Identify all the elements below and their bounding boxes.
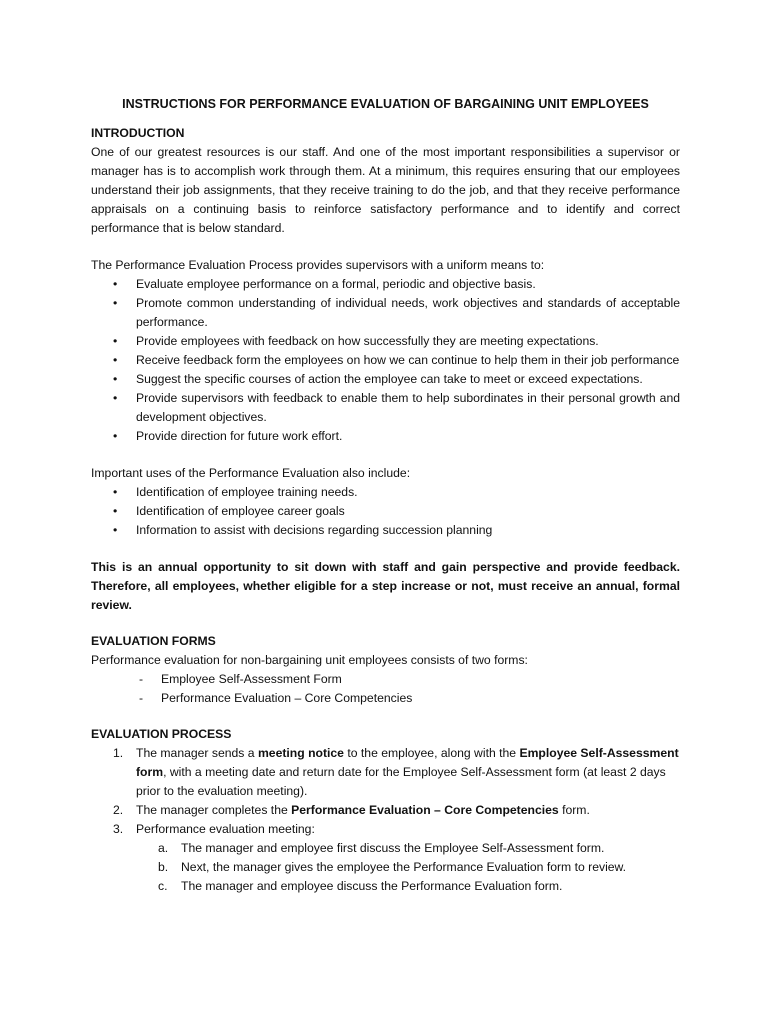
dash-icon: - [139, 691, 144, 705]
list-item: • Provide employees with feedback on how successfully they are meeting expectations. [91, 332, 680, 351]
document-title: INSTRUCTIONS FOR PERFORMANCE EVALUATION OF BARGAINING UNIT EMPLOYEES [122, 97, 649, 111]
list-item: a. The manager and employee first discuss the Employee Self-Assessment form. [158, 841, 605, 855]
bullet-icon: • [113, 504, 118, 518]
list-item: • Identification of employee career goals [91, 502, 680, 521]
list-item: b. Next, the manager gives the employee the Performance Evaluation form to review. [158, 860, 627, 874]
bullet-icon: • [113, 391, 118, 405]
evaluation-forms-heading: EVALUATION FORMS [91, 634, 216, 648]
list-item: c. The manager and employee discuss the Performance Evaluation form. [158, 879, 563, 893]
process-step-3: 3. Performance evaluation meeting: a. The manager and employee first discuss the Employee Self-Assessment form. b. Next, the manager gives the employee the Performance Evaluation form to review. c. The manager and employee discuss the Performance Evaluation form. [91, 820, 680, 896]
list-item: • Evaluate employee performance on a formal, periodic and objective basis. [91, 275, 680, 294]
list-item: • Provide direction for future work effort. [91, 427, 680, 446]
bullet-icon: • [113, 296, 118, 310]
introduction-heading: INTRODUCTION [91, 126, 185, 140]
bullet-icon: • [113, 523, 118, 537]
meeting-substeps [136, 839, 680, 896]
list-item: • Receive feedback form the employees on how we can continue to help them in their job performance [91, 351, 680, 370]
bullet-icon: • [113, 485, 118, 499]
uses-bullet-list [91, 483, 680, 540]
bullet-icon: • [113, 277, 118, 291]
process-bullet-list [91, 275, 680, 446]
list-item: - Performance Evaluation – Core Competencies [91, 689, 680, 708]
annual-review-note: This is an annual opportunity to sit down with staff and gain perspective and provide feedback. Therefore, all employees, whether eligible for a step increase or not, must receive an annual, formal review. [91, 560, 680, 612]
bullet-icon: • [113, 372, 118, 386]
evaluation-forms-list [91, 670, 680, 708]
document-content [91, 95, 680, 896]
list-item: • Promote common understanding of individual needs, work objectives and standards of acceptable performance. [113, 296, 680, 329]
evaluation-process-heading: EVALUATION PROCESS [91, 727, 232, 741]
introduction-paragraph: One of our greatest resources is our staff. And one of the most important responsibilities a supervisor or manager has is to accomplish work through them. At a minimum, this requires ensuring that our employees understand their job assignments, that they receive training to do the job, and that they receive performance appraisals on a continuing basis to reinforce satisfactory performance and to identify and correct performance that is below standard. [91, 145, 680, 235]
bullet-icon: • [113, 429, 118, 443]
list-item: • Suggest the specific courses of action the employee can take to meet or exceed expectations. [91, 370, 680, 389]
process-step-1: 1. The manager sends a meeting notice to the employee, along with the Employee Self-Assessment form, with a meeting date and return date for the Employee Self-Assessment form (at least 2 days prior to the evaluation meeting). [113, 746, 679, 798]
bullet-icon: • [113, 334, 118, 348]
bullet-icon: • [113, 353, 118, 367]
process-step-2: 2. The manager completes the Performance Evaluation – Core Competencies form. [113, 803, 590, 817]
uses-intro: Important uses of the Performance Evaluation also include: [91, 466, 411, 480]
evaluation-process-steps [91, 744, 680, 896]
list-item: • Identification of employee training needs. [91, 483, 680, 502]
list-item: - Employee Self-Assessment Form [91, 670, 680, 689]
list-item: • Provide supervisors with feedback to enable them to help subordinates in their personal growth and development objectives. [113, 391, 680, 424]
dash-icon: - [139, 672, 144, 686]
process-intro: The Performance Evaluation Process provides supervisors with a uniform means to: [91, 258, 545, 272]
evaluation-forms-intro: Performance evaluation for non-bargaining unit employees consists of two forms: [91, 653, 528, 667]
list-item: • Information to assist with decisions regarding succession planning [91, 521, 680, 540]
